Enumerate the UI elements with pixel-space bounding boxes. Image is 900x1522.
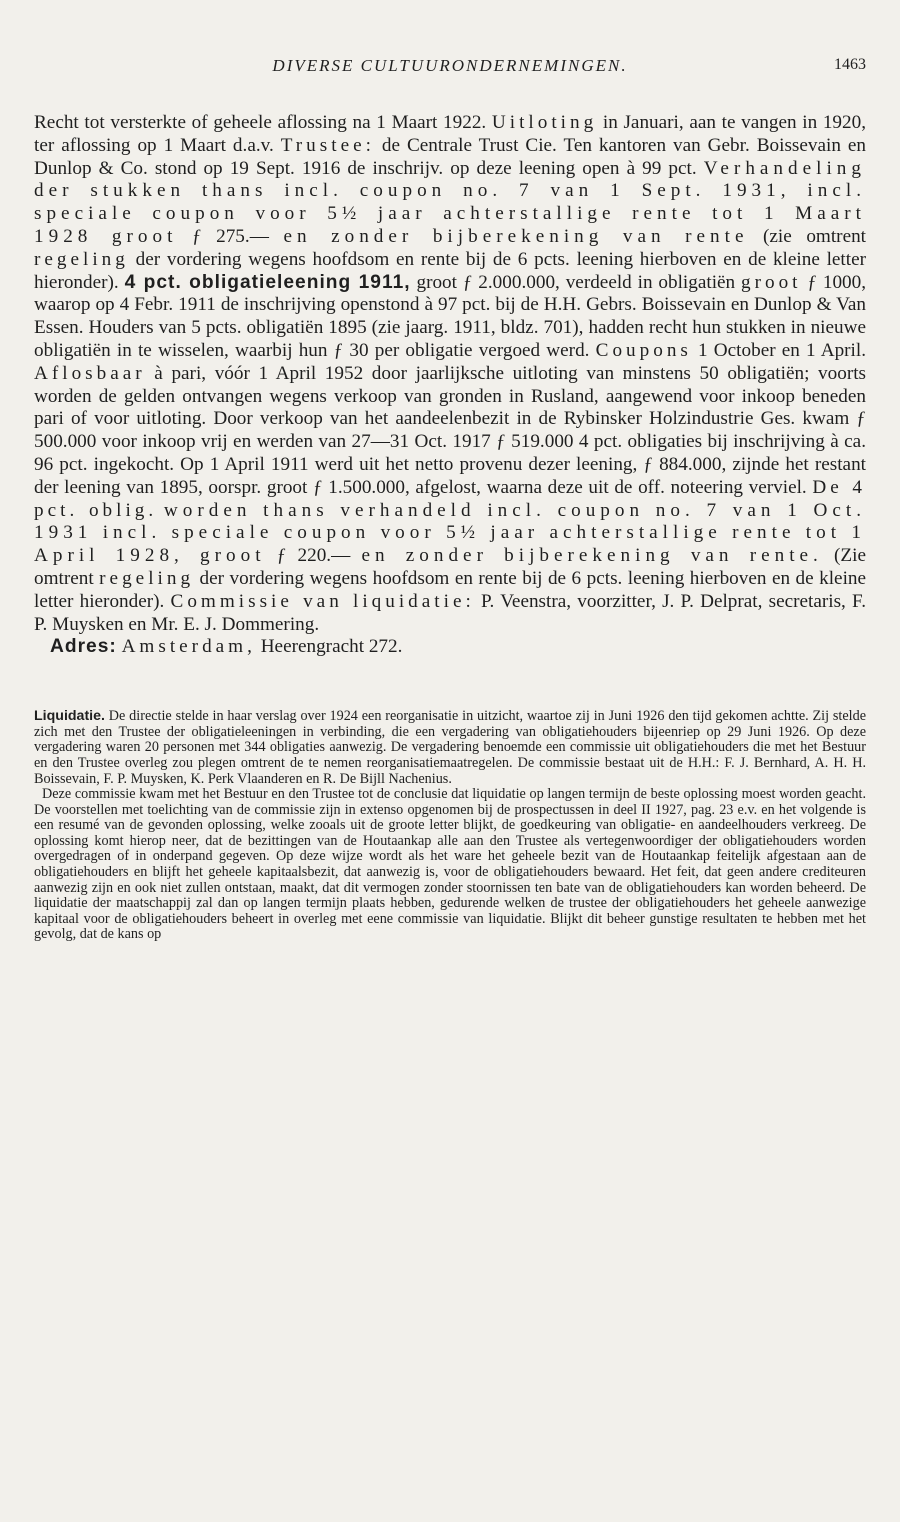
verhandeling-text: Verhandeling der stukken thans incl. coupon no. 7 van 1 Sept. 1931, incl. speciale coupon voor 5½ jaar achterstallige rente tot 1 Maart 1928 groot (34, 157, 866, 247)
text-segment: in Januari, aan te vangen in 1920, ter aflossing op 1 Maart d.a.v. (34, 112, 867, 156)
small-print-paragraph: Deze commissie kwam met het Bestuur en den Trustee tot de conclusie dat liquidatie op langen termijn de beste oplossing moest worden geacht. De voorstellen met toelichting van de commissie zijn in extenso opgenomen bij de prospectussen in deel II 1927, pag. 23 e.v. en het volgende is een resumé van de gevonden oplossing, welke zooals uit de groote letter blijkt, de goedkeuring van obligatie- en aandeelhouders verkreeg. De oplossing komt hierop neer, dat de bezittingen van de Houtaankap alle aan den Trustee als vertegenwoordiger der obligatiehouders worden overgedragen of in onderpand gegeven. Op deze wijze wordt als het ware het geheele bezit van de Houtaankap feitelijk afgestaan aan de obligatiehouders en blijft het geheele kapitaalsbezit, dat aanwezig is, voor de obligatiehouders bewaard. Het feit, dat geen andere crediteuren aanwezig zijn en ook niet zullen ontstaan, maakt, dat dit vermogen zonder stoornissen ten bate van de obligatiehouders kan worden beheerd. De liquidatie der maatschappij zal dan op langen termijn plaats hebben, gedurende welken de trustee der obligatiehouders het geheele aanwezige kapitaal voor de obligatiehouders beheert in overleg met eene commissie van liquidatie. Blijkt dit beheer gunstige resultaten te hebben met het gevolg, dat de kans op (34, 786, 866, 943)
text-segment: der vordering wegens hoofdsom en rente bij de 6 pcts. leening hierboven en de kleine letter hieronder). (34, 567, 867, 612)
regeling-label: regeling (99, 567, 195, 589)
text-segment: groot ƒ 2.000.000, verdeeld in obligatiën (416, 271, 736, 293)
small-print-section (34, 709, 866, 943)
text-segment: 1 October en 1 April. (698, 339, 867, 361)
text-segment: de Centrale Trust Cie. Ten kantoren van Gebr. Boissevain en Dunlop & Co. stond op 19 Sept. 1916 de inschrijv. op deze leening open à 99 pct. (34, 134, 866, 179)
zonder-text: en zonder bijberekening van rente. (361, 545, 823, 567)
amount: ƒ 220.— (276, 545, 351, 567)
zonder-text: en zonder bijberekening van rente (283, 225, 749, 247)
regeling-label: regeling (34, 248, 129, 270)
main-text (34, 112, 866, 659)
text-segment: De directie stelde in haar verslag over 1924 een reorganisatie in uitzicht, waartoe zij in Juni 1926 den tijd gekomen achtte. Zij stelde zich met den Trustee der obligatieleeningen in verbinding, die een vergadering van obligatiehouders bijeenriep op 29 Juni 1926. Op deze vergadering waren 20 personen met 344 obligaties aanwezig. De vergadering benoemde een commissie uit obligatiehouders die met het Bestuur en den Trustee overleg zou plegen omtrent de te nemen reorganisatiemaatregelen. De commissie bestaat uit de H.H.: F. J. Bernhard, A. H. H. Boissevain, F. P. Muysken, K. Perk Vlaanderen en R. De Bijll Nachenius. (34, 708, 867, 787)
main-paragraph (34, 112, 866, 636)
amount: ƒ 275.— (191, 225, 269, 247)
adres-street: Heerengracht 272. (260, 636, 403, 658)
text-segment: à pari, vóór 1 April 1952 door jaarlijksche uitloting van minstens 50 obligatiën; voorts worden de gelden ontvangen wegens verkoop van gronden in Rusland, aangewend voor inkoop beneden pari of voor uitloting. Door verkoop van het aandeelenbezit in de Rybinsker Holzindustrie Ges. kwam ƒ 500.000 voor inkoop vrij en werden van 27—31 Oct. 1917 ƒ 519.000 4 pct. obligaties bij inschrijving à ca. 96 pct. ingekocht. Op 1 April 1911 werd uit het netto provenu dezer leening, ƒ 884.000, zijnde het restant der leening van 1895, oorspr. groot ƒ 1.500.000, afgelost, waarna deze uit de off. noteering verviel. (34, 362, 867, 498)
text-segment: (zie omtrent (763, 225, 867, 247)
aflosbaar-label: Aflosbaar (34, 362, 146, 384)
adres-city: Amsterdam, (121, 636, 256, 658)
running-title: DIVERSE CULTUURONDERNEMINGEN. (272, 56, 628, 75)
trustee-label: Trustee: (280, 134, 375, 156)
small-print-paragraph (34, 709, 866, 787)
text-segment: Recht tot versterkte of geheele aflossing na 1 Maart 1922. (34, 112, 487, 133)
text-segment: (Zie omtrent (34, 545, 867, 589)
address-line (34, 636, 866, 659)
text-segment: ƒ 1000, waarop op 4 Febr. 1911 de inschrijving openstond à 97 pct. bij de H.H. Gebrs. Boissevain en Dunlop & Van Essen. Houders van 5 pcts. obligatiën 1895 (zie jaarg. 1911, bldz. 701), hadden recht hun stukken in nieuwe obligatiën in te wisselen, waarbij hun ƒ 30 per obligatie vergoed werd. (34, 271, 867, 361)
de4-label: De 4 pct. oblig. (34, 476, 867, 521)
text-segment: der vordering wegens hoofdsom en rente bij de 6 pcts. leening hierboven en de kleine letter hieronder). (34, 248, 866, 293)
verhandeling-text: worden thans verhandeld incl. coupon no. 7 van 1 Oct. 1931 incl. speciale coupon voor 5½ jaar achterstallige rente tot 1 April 1928, groot (34, 499, 866, 567)
document-page (34, 56, 866, 943)
adres-label: Adres: (50, 636, 117, 658)
uitloting-label: Uitloting (491, 112, 598, 133)
text-segment: P. Veenstra, voorzitter, J. P. Delprat, secretaris, F. P. Muysken en Mr. E. J. Dommering. (34, 590, 866, 635)
commissie-label: Commissie van liquidatie: (170, 590, 475, 612)
liquidatie-heading: Liquidatie. (34, 708, 105, 725)
obligatie-heading: 4 pct. obligatieleening 1911, (124, 271, 411, 293)
groot-label: groot (741, 271, 802, 293)
coupons-label: Coupons (595, 339, 692, 361)
page-number: 1463 (834, 56, 866, 73)
running-head (34, 56, 866, 86)
